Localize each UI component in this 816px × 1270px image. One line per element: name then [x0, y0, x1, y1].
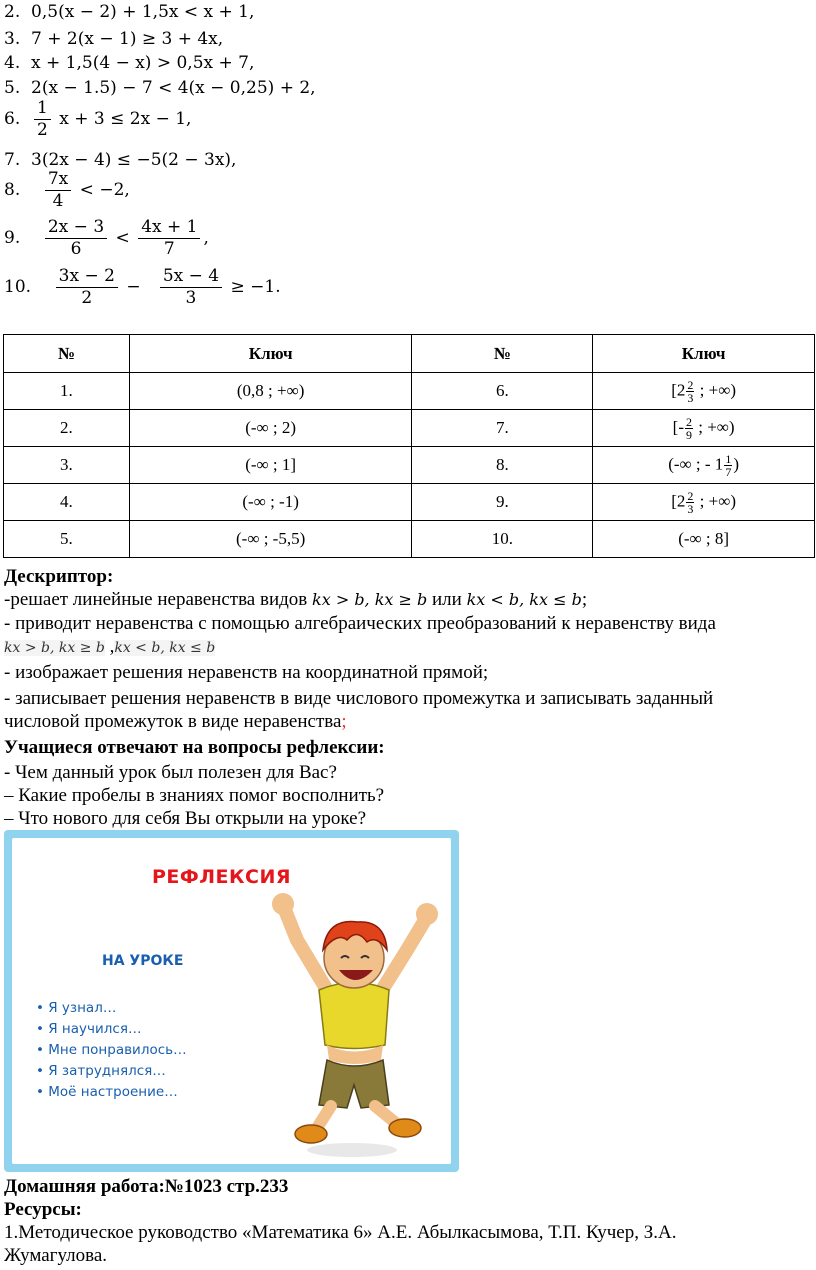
table-header-row	[4, 335, 815, 373]
descriptor-line-1: -решает линейные неравенства видов kx > b, kx ≥ b или kx < b, kx ≤ b;	[4, 589, 588, 610]
descriptor-line-4: - изображает решения неравенств на координатной прямой;	[4, 662, 489, 683]
exercise-2	[4, 4, 254, 21]
table-cell: 6.	[412, 373, 593, 410]
exercise-expression: 3(2x − 4) ≤ −5(2 − 3x),	[31, 150, 237, 170]
table-cell: 7.	[412, 410, 593, 447]
exercise-number: 9.	[4, 228, 21, 248]
exercise-number: 2.	[4, 2, 21, 22]
homework: Домашняя работа:№1023 стр.233	[4, 1176, 289, 1197]
fraction: $\frac{2}{9}$	[685, 414, 692, 442]
exercise-9: 9. $\frac{2x - 3}{6}$ < $\frac{4x + 1}{7}$ ,	[4, 217, 209, 259]
exercise-number: 5.	[4, 78, 21, 98]
table-row	[4, 484, 815, 521]
operator: −	[126, 277, 141, 297]
exercise-number: 6.	[4, 109, 21, 129]
table-cell: 3.	[4, 447, 130, 484]
descriptor-line-6: числовой промежуток в виде неравенства;	[4, 711, 347, 732]
descriptor-line-2: - приводит неравенства с помощью алгебраических преобразований к неравенству вида	[4, 613, 716, 634]
fraction: $\frac{4x + 1}{7}$	[138, 219, 200, 258]
column-header: №	[412, 335, 593, 373]
table-row	[4, 373, 815, 410]
column-header: Ключ	[129, 335, 412, 373]
table-cell: 10.	[412, 521, 593, 558]
jumping-boy-illustration	[257, 880, 447, 1160]
table-row	[4, 410, 815, 447]
descriptor-line-5: - записывает решения неравенств в виде числового промежутка и записывать заданный	[4, 688, 714, 709]
table-cell: (-∞ ; 8]	[593, 521, 815, 558]
resource-line: 1.Методическое руководство «Математика 6» А.Е. Абылкасымова, Т.П. Кучер, З.А.	[4, 1222, 677, 1243]
table-cell: (-∞ ; 2)	[129, 410, 412, 447]
reflection-poster	[4, 830, 459, 1172]
formula-image: kx < b, kx ≤ b	[114, 640, 216, 656]
exercise-10: 10. $\frac{3x - 2}{2}$ − $\frac{5x - 4}{3}$ ≥ −1.	[4, 266, 281, 308]
poster-subtitle: НА УРОКЕ	[102, 953, 184, 969]
exercise-5	[4, 80, 316, 97]
exercise-3	[4, 31, 223, 48]
column-header: №	[4, 335, 130, 373]
fraction: $\frac{2}{3}$	[687, 488, 694, 516]
exercise-expression: x + 1,5(4 − x) > 0,5x + 7,	[31, 53, 255, 73]
table-cell: 9.	[412, 484, 593, 521]
table-cell: (-∞ ; -1)	[129, 484, 412, 521]
exercise-expression: 0,5(x − 2) + 1,5x < x + 1,	[31, 2, 255, 22]
table-cell: (0,8 ; +∞)	[129, 373, 412, 410]
list-item: • Моё настроение…	[36, 1082, 187, 1103]
table-cell: [2 $\frac{2}{3}$ ; +∞)	[593, 484, 815, 521]
list-item: • Я научился…	[36, 1019, 187, 1040]
table-cell: (-∞ ; -5,5)	[129, 521, 412, 558]
list-item: • Я затруднялся…	[36, 1061, 187, 1082]
exercise-number: 8.	[4, 180, 21, 200]
exercise-number: 10.	[4, 277, 32, 297]
table-row	[4, 521, 815, 558]
exercise-4	[4, 55, 254, 72]
formula: kx < b, kx ≤ b	[466, 590, 582, 609]
fraction: $\frac{1}{2}$	[34, 100, 51, 139]
exercise-7	[4, 152, 236, 169]
table-cell: (-∞ ; - 1 $\frac{1}{7}$ )	[593, 447, 815, 484]
descriptor-title: Дескриптор:	[4, 566, 114, 587]
table-cell: 2.	[4, 410, 130, 447]
table-cell: (-∞ ; 1]	[129, 447, 412, 484]
resource-line: Жумагулова.	[4, 1245, 108, 1266]
fraction: $\frac{1}{7}$	[725, 451, 732, 479]
resources-title: Ресурсы:	[4, 1199, 82, 1220]
poster-title: РЕФЛЕКСИЯ	[152, 866, 292, 888]
exercise-number: 3.	[4, 29, 21, 49]
fraction: $\frac{2x - 3}{6}$	[45, 219, 107, 258]
table-cell: 8.	[412, 447, 593, 484]
exercise-number: 7.	[4, 150, 21, 170]
poster-list	[36, 998, 187, 1103]
formula: kx > b, kx ≥ b	[312, 590, 428, 609]
exercise-6	[4, 100, 191, 139]
fraction: $\frac{7x}{4}$	[45, 171, 71, 210]
answer-key-table	[3, 334, 815, 558]
exercise-expression: < −2,	[79, 180, 130, 200]
list-item: • Я узнал…	[36, 998, 187, 1019]
reflection-question: – Какие пробелы в знаниях помог восполнить?	[4, 785, 385, 806]
exercise-expression: 2(x − 1.5) − 7 < 4(x − 0,25) + 2,	[31, 78, 316, 98]
table-row	[4, 447, 815, 484]
column-header: Ключ	[593, 335, 815, 373]
table-cell: 1.	[4, 373, 130, 410]
fraction: $\frac{5x - 4}{3}$	[160, 268, 222, 307]
exercise-expression: 7 + 2(x − 1) ≥ 3 + 4x,	[31, 29, 224, 49]
list-item: • Мне понравилось…	[36, 1040, 187, 1061]
fraction: $\frac{3x - 2}{2}$	[56, 268, 118, 307]
exercise-expression: x + 3 ≤ 2x − 1,	[59, 109, 192, 129]
exercise-number: 4.	[4, 53, 21, 73]
reflection-question: - Чем данный урок был полезен для Вас?	[4, 762, 337, 783]
table-cell: [- $\frac{2}{9}$ ; +∞)	[593, 410, 815, 447]
table-cell: 4.	[4, 484, 130, 521]
fraction: $\frac{2}{3}$	[687, 377, 694, 405]
table-cell: [2 $\frac{2}{3}$ ; +∞)	[593, 373, 815, 410]
table-cell: 5.	[4, 521, 130, 558]
formula-image: kx > b, kx ≥ b	[4, 640, 105, 656]
descriptor-line-3: kx > b, kx ≥ b ,kx < b, kx ≤ b	[4, 636, 216, 657]
reflection-question: – Что нового для себя Вы открыли на уроке?	[4, 808, 367, 829]
reflection-title: Учащиеся отвечают на вопросы рефлексии:	[4, 737, 385, 758]
exercise-8	[4, 171, 130, 210]
operator: <	[115, 228, 130, 248]
